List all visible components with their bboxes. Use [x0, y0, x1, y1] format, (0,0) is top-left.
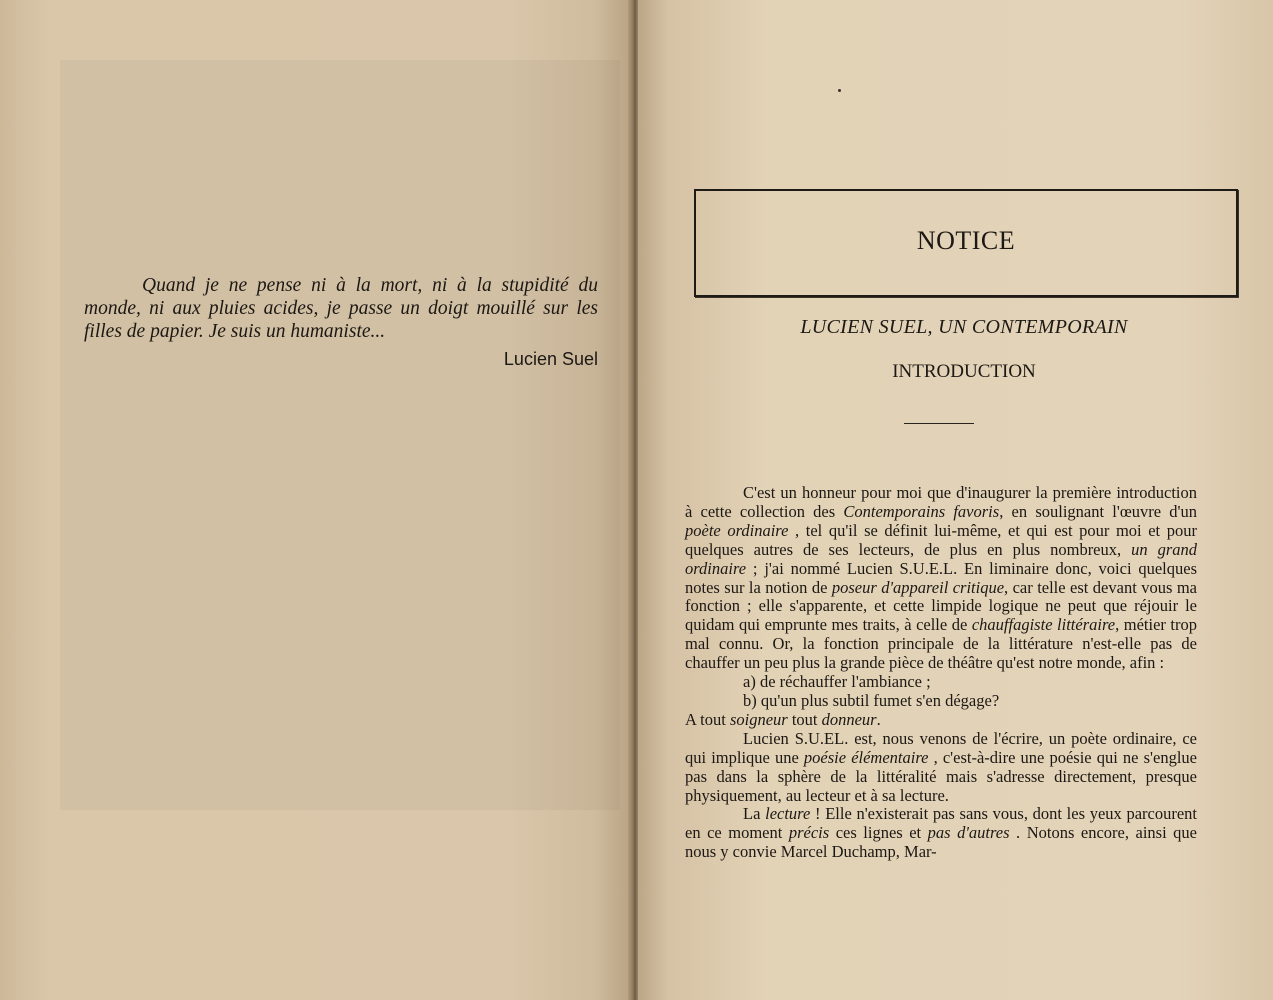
italic-run: soigneur	[729, 709, 788, 729]
left-page	[0, 0, 632, 1000]
paragraph-3	[685, 730, 1197, 806]
text-run: C'est un honneur pour moi que d'inaugurer la première introduction à cette collection des	[685, 483, 1197, 521]
italic-run: chauffagiste littéraire	[971, 615, 1116, 635]
text-run: A tout	[685, 709, 730, 729]
italic-run: précis	[788, 823, 830, 843]
italic-run: lecture	[765, 804, 811, 824]
section-heading: INTRODUCTION	[892, 361, 1036, 382]
show-through-shadow	[60, 60, 620, 810]
epigraph	[84, 274, 598, 371]
notice-box	[694, 189, 1238, 297]
text-run: , tel qu'il se définit lui-même, et qui est pour moi et pour quelques autres de ses lecteurs, de plus en plus nombreux,	[685, 520, 1197, 559]
text-run: , car telle est devant vous ma fonction ; elle s'apparente, et cette limpide logique ne peut que réjouir le quidam qui emprunte mes traits, à celle de	[685, 577, 1197, 635]
list-item-a: a) de réchauffer l'ambiance ;	[743, 672, 931, 692]
text-run: , métier trop mal connu. Or, la fonction principale de la littérature n'est-elle pas de chauffer un peu plus la grande pièce de théâtre qu'est notre monde, afin :	[685, 615, 1197, 673]
text-run: La	[743, 804, 766, 824]
italic-run: poseur d'appareil critique	[831, 577, 1005, 597]
list-item-b: b) qu'un plus subtil fumet s'en dégage?	[743, 690, 1000, 710]
paragraph-1	[685, 484, 1197, 673]
epigraph-text: Quand je ne pense ni à la mort, ni à la stupidité du monde, ni aux pluies acides, je passe un doigt mouillé sur les filles de papier. Je suis un humaniste...	[84, 275, 598, 342]
italic-run: poésie élémentaire	[803, 747, 929, 767]
notice-title: NOTICE	[916, 226, 1016, 255]
italic-run: un grand ordinaire	[685, 539, 1198, 578]
text-run: tout	[787, 709, 822, 729]
paragraph-2	[685, 711, 1197, 730]
body-text	[685, 484, 1197, 862]
right-page	[638, 0, 1273, 1000]
text-run: ; j'ai nommé Lucien S.U.E.L. En liminaire donc, voici quelques notes sur la notion de	[685, 558, 1197, 597]
text-run: . Notons encore, ainsi que nous y convie Marcel Duchamp, Mar-	[685, 823, 1198, 862]
paragraph-4	[685, 805, 1197, 862]
text-run: ! Elle n'existerait pas sans vous, dont les yeux parcourent en ce moment	[685, 804, 1198, 843]
italic-run: poète ordinaire	[685, 520, 789, 540]
italic-run: Contemporains favoris	[843, 501, 1000, 521]
italic-run: donneur	[821, 709, 877, 729]
epigraph-author: Lucien Suel	[503, 349, 598, 369]
section-divider	[904, 423, 974, 424]
text-run: ces lignes et	[829, 823, 928, 843]
text-run: Lucien S.U.EL. est, nous venons de l'écrire, un poète ordinaire, ce qui implique une	[685, 728, 1197, 767]
text-run: .	[876, 709, 881, 729]
ink-speck	[838, 89, 841, 92]
text-run: , en soulignant l'œuvre d'un	[999, 501, 1198, 521]
text-run: , c'est-à-dire une poésie qui ne s'englue pas dans la sphère de la littéralité mais s'adresse directement, presque physiquement, au lecteur et à sa lecture.	[685, 747, 1197, 805]
section-subtitle: LUCIEN SUEL, UN CONTEMPORAIN	[800, 316, 1128, 338]
italic-run: pas d'autres	[927, 823, 1010, 843]
